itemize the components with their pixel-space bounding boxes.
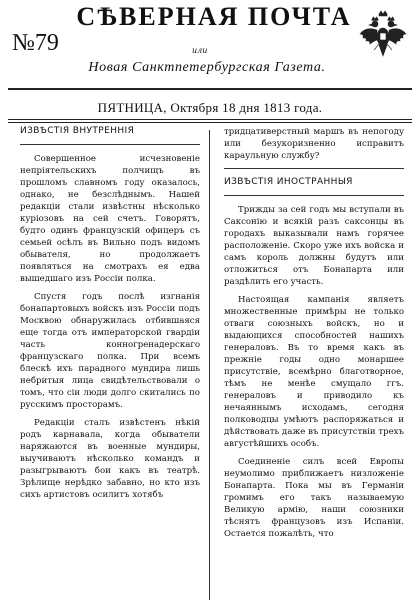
newspaper-subtitle: Новая Санктпетербургская Газета.	[88, 60, 326, 75]
issue-number: №79	[12, 30, 59, 56]
dateline-rule-bottom	[8, 122, 412, 123]
dateline-rule-top	[8, 119, 412, 120]
article-continuation: тридцативерстный маршъ въ непогоду или безукоризненно исправитъ караульную службу?	[224, 127, 404, 161]
dateline: ПЯТНИЦА, Октября 18 дня 1813 года.	[97, 100, 323, 115]
right-column	[224, 126, 404, 600]
article-paragraph: Настоящая кампанія являетъ множественные примѣры не только отваги союзныхъ войскъ, но и выдающихся способностей нашихъ генераловъ. Въ то время какъ въ прежніе годы одно монаршее присутствіе, всемѣрно благотворное, тѣмъ не менѣе смущало ггъ. генераловъ и приводило къ нечаяннымъ исходамъ, сегодня полководцы умѣютъ распоряжаться и дѣйствовать даже въ присутствіи трехъ августѣйшихъ особъ.	[224, 295, 404, 449]
left-column	[20, 126, 200, 600]
masthead-rule	[8, 88, 412, 90]
column-divider	[209, 130, 210, 600]
section-rule	[224, 195, 404, 196]
article-paragraph: Спустя годъ послѣ изгнанія бонапартовыхъ войскъ изъ Россіи подъ Москвою обнаружилась отбившаяся еще тогда отъ императорской гвардіи часть конногренадерскаго французскаго полка. При всемъ блескѣ ихъ парадного мундира лишь небритыя лица свидѣтельствовали о томъ, что сіи люди долго скитались по русскимъ просторамъ.	[20, 292, 200, 410]
domestic-news-heading: ИЗВѢСТІЯ ВНУТРЕННІЯ	[20, 126, 135, 136]
double-headed-eagle-icon	[358, 10, 408, 64]
article-paragraph: Совершенное исчезновеніе непріятельскихъ полчищъ въ прошломъ славномъ году оказалось, однако, не безслѣднымъ. Нашей редакціи стали извѣстны нѣсколько куріозовъ на сей счетъ. Говорятъ, будто одинъ французскій офицеръ съ семьей осѣлъ въ Вильно подъ видомъ обывателя, но продолжаетъ появляться на смотрахъ ея едва вышедшаго изъ Россіи полка.	[20, 154, 200, 284]
newspaper-title: СѢВЕРНАЯ ПОЧТА	[76, 2, 352, 31]
section-rule	[224, 168, 404, 169]
article-paragraph: Трижды за сей годъ мы вступали въ Саксонію и всякій разъ саксонцы въ городахъ выказывали намъ горячее расположеніе. Скоро уже ихъ войска и самъ король должны будутъ или отложиться отъ Бонапарта или раздѣлить его участь.	[224, 205, 404, 287]
section-rule	[20, 144, 200, 145]
article-paragraph: Соединеніе силъ всей Европы неумолимо приближаетъ низложеніе Бонапарта. Пока мы въ Германіи громимъ его такъ называемую Великую армію, наши союзники тѣснятъ французовъ изъ Испаніи. Остается пожалѣть, что	[224, 457, 404, 539]
article-paragraph: Редакціи сталъ извѣстенъ нѣкій родъ карнавала, когда обыватели наряжаются въ военные мундиры, выучиваютъ нѣсколько командъ и разыгрываютъ бои какъ въ театрѣ. Зрѣлище нерѣдко забавно, но кто изъ сихъ артистовъ осилитъ хотябъ	[20, 418, 200, 500]
foreign-news-heading: ИЗВѢСТІЯ ИНОСТРАННЫЯ	[224, 177, 353, 187]
title-conjunction: или	[192, 46, 208, 55]
